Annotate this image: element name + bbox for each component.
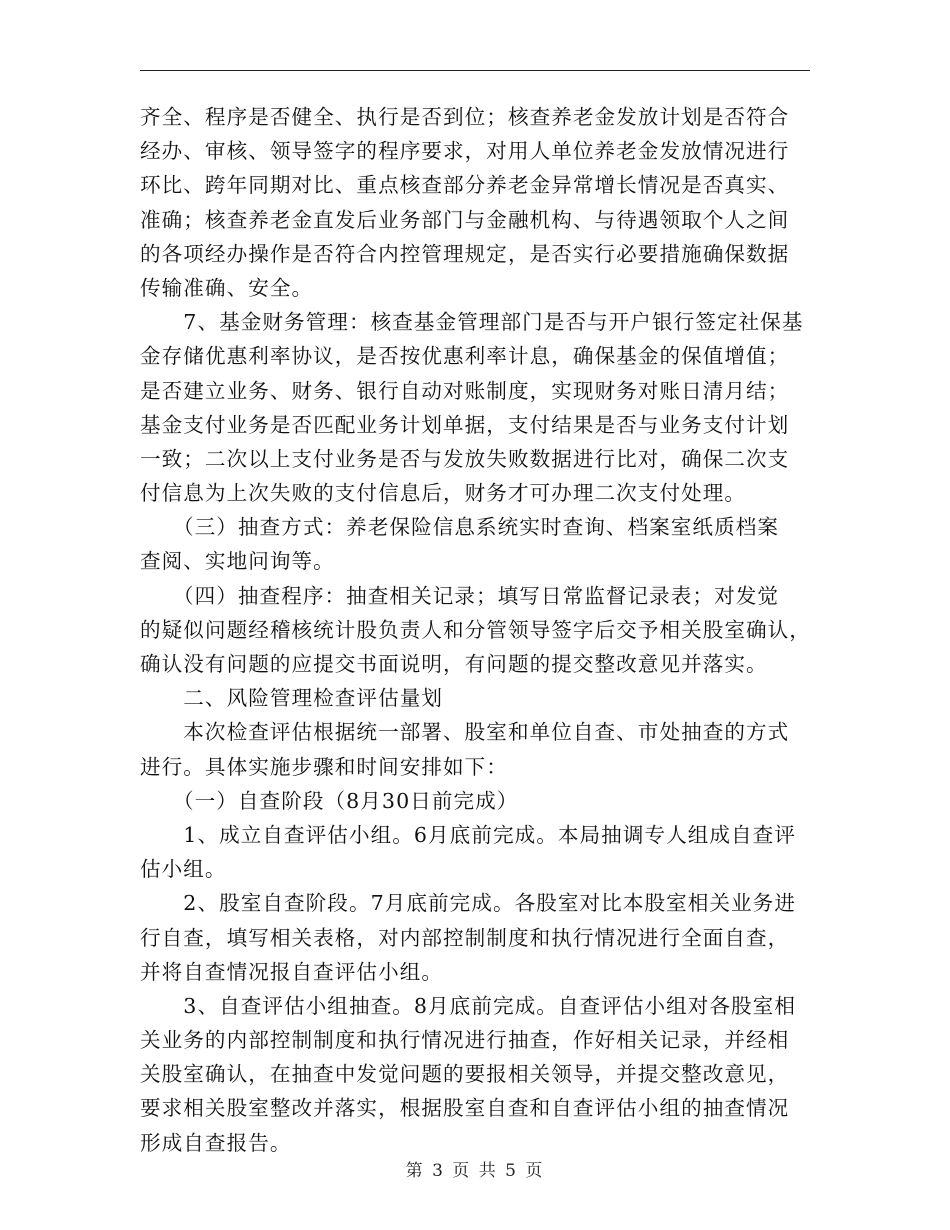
text-line: 进行。具体实施步骤和时间安排如下： — [140, 754, 508, 779]
text-line: 关股室确认，在抽查中发觉问题的要报相关领导，并提交整改意见， — [140, 1062, 790, 1087]
text-line: 查阅、实地问询等。 — [140, 549, 335, 574]
text-line: 齐全、程序是否健全、执行是否到位；核查养老金发放计划是否符合 — [140, 105, 790, 129]
text-line: （三）抽查方式：养老保险信息系统实时查询、档案室纸质档案 — [140, 515, 780, 540]
text-line: 环比、跨年同期对比、重点核查部分养老金异常增长情况是否真实、 — [140, 173, 790, 198]
text-line: （四）抽查程序：抽查相关记录；填写日常监督记录表；对发觉 — [140, 583, 780, 608]
text-line: 行自查，填写相关表格，对内部控制制度和执行情况进行全面自查， — [140, 925, 790, 950]
text-line: 确认没有问题的应提交书面说明，有问题的提交整改意见并落实。 — [140, 652, 768, 676]
text-line: 付信息为上次失败的支付信息后，财务才可办理二次支付处理。 — [140, 481, 747, 506]
text-line: 估小组。 — [140, 857, 227, 882]
text-line: 经办、审核、领导签字的程序要求，对用人单位养老金发放情况进行 — [140, 139, 790, 164]
text-line: 3、自查评估小组抽查。8月底前完成。自查评估小组对各股室相 — [140, 993, 796, 1018]
page-footer: 第 3 页 共 5 页 — [405, 1161, 545, 1181]
text-line: 是否建立业务、财务、银行自动对账制度，实现财务对账日清月结； — [140, 378, 790, 403]
text-line: 2、股室自查阶段。7月底前完成。各股室对比本股室相关业务进 — [140, 891, 796, 916]
text-line: 形成自查报告。 — [140, 1130, 292, 1155]
text-line: 关业务的内部控制制度和执行情况进行抽查，作好相关记录，并经相 — [140, 1028, 790, 1053]
text-line: 准确；核查养老金直发后业务部门与金融机构、与待遇领取个人之间 — [140, 207, 790, 232]
text-line: 本次检查评估根据统一部署、股室和单位自查、市处抽查的方式 — [140, 720, 790, 745]
text-line: 的疑似问题经稽核统计股负责人和分管领导签字后交予相关股室确认， — [140, 617, 811, 642]
text-line: 二、风险管理检查评估量划 — [140, 686, 444, 711]
text-line: 金存储优惠利率协议，是否按优惠利率计息，确保基金的保值增值； — [140, 344, 790, 369]
text-line: （一）自查阶段（8月30日前完成） — [140, 788, 519, 813]
text-line: 的各项经办操作是否符合内控管理规定，是否实行必要措施确保数据 — [140, 241, 790, 266]
body-text — [140, 100, 812, 1160]
text-line: 7、基金财务管理：核查基金管理部门是否与开户银行签定社保基 — [140, 310, 804, 335]
text-line: 要求相关股室整改并落实，根据股室自查和自查评估小组的抽查情况 — [140, 1096, 790, 1121]
text-line: 一致；二次以上支付业务是否与发放失败数据进行比对，确保二次支 — [140, 446, 790, 471]
text-line: 基金支付业务是否匹配业务计划单据，支付结果是否与业务支付计划 — [140, 412, 790, 437]
text-line: 并将自查情况报自查评估小组。 — [140, 959, 444, 984]
text-line: 1、成立自查评估小组。6月底前完成。本局抽调专人组成自查评 — [140, 822, 796, 847]
text-line: 传输准确、安全。 — [140, 275, 314, 300]
header-rule — [140, 70, 810, 71]
